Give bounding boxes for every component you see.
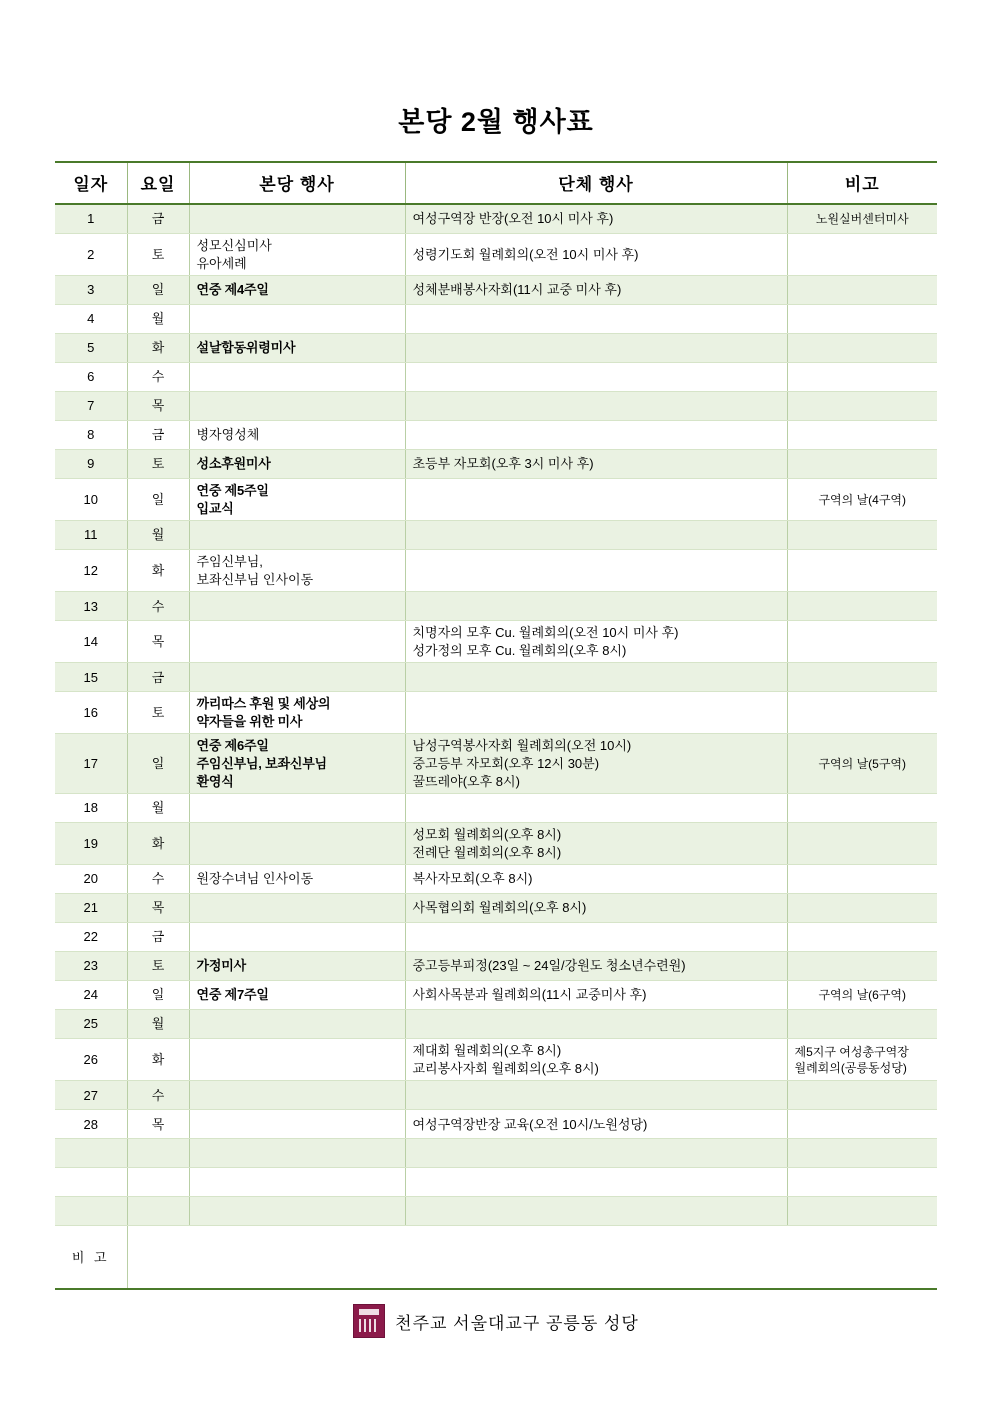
cell-note: 노원실버센터미사 <box>787 204 937 234</box>
cell-date: 10 <box>55 479 127 521</box>
cell-group-event <box>405 521 787 550</box>
cell-parish-event <box>189 521 405 550</box>
cell-note <box>787 865 937 894</box>
table-row <box>55 592 937 621</box>
cell-note <box>787 621 937 663</box>
cell-note <box>787 952 937 981</box>
cell-date: 1 <box>55 204 127 234</box>
cell-day: 목 <box>127 1110 189 1139</box>
table-row <box>55 865 937 894</box>
table-row <box>55 1010 937 1039</box>
cell-note <box>787 894 937 923</box>
cell-parish-event <box>189 204 405 234</box>
cell-group-event <box>405 392 787 421</box>
column-header-day: 요일 <box>127 162 189 204</box>
cell-parish-event: 가정미사 <box>189 952 405 981</box>
cell-day: 목 <box>127 392 189 421</box>
cell-parish-event <box>189 1039 405 1081</box>
cell-group-event <box>405 363 787 392</box>
cell-day: 금 <box>127 663 189 692</box>
cell-date: 17 <box>55 734 127 794</box>
cell-date: 15 <box>55 663 127 692</box>
schedule-table <box>55 161 937 1290</box>
cell-day: 화 <box>127 1039 189 1081</box>
cell-date: 24 <box>55 981 127 1010</box>
table-row <box>55 521 937 550</box>
cell-day: 수 <box>127 1081 189 1110</box>
cell-day <box>127 1139 189 1168</box>
cell-day: 일 <box>127 981 189 1010</box>
cell-note <box>787 234 937 276</box>
cell-group-event: 여성구역장반장 교육(오전 10시/노원성당) <box>405 1110 787 1139</box>
cell-day: 일 <box>127 734 189 794</box>
cell-date: 2 <box>55 234 127 276</box>
cell-date <box>55 1197 127 1226</box>
cell-group-event: 초등부 자모회(오후 3시 미사 후) <box>405 450 787 479</box>
cell-date: 25 <box>55 1010 127 1039</box>
cell-note <box>787 1139 937 1168</box>
cell-parish-event <box>189 894 405 923</box>
cell-day: 일 <box>127 479 189 521</box>
cell-note <box>787 794 937 823</box>
cell-parish-event: 성소후원미사 <box>189 450 405 479</box>
cell-date: 20 <box>55 865 127 894</box>
cell-day <box>127 1168 189 1197</box>
cell-date: 4 <box>55 305 127 334</box>
cell-day: 금 <box>127 923 189 952</box>
page-title: 본당 2월 행사표 <box>398 107 594 137</box>
remark-label: 비 고 <box>55 1226 127 1290</box>
cell-group-event: 여성구역장 반장(오전 10시 미사 후) <box>405 204 787 234</box>
table-row <box>55 204 937 234</box>
cell-parish-event: 원장수녀님 인사이동 <box>189 865 405 894</box>
cell-group-event <box>405 550 787 592</box>
cell-note <box>787 421 937 450</box>
cell-day: 월 <box>127 521 189 550</box>
cell-parish-event: 주임신부님, 보좌신부님 인사이동 <box>189 550 405 592</box>
cell-parish-event <box>189 1197 405 1226</box>
cell-day: 수 <box>127 363 189 392</box>
cell-date <box>55 1168 127 1197</box>
cell-note <box>787 1081 937 1110</box>
cell-day: 화 <box>127 823 189 865</box>
cell-day: 토 <box>127 234 189 276</box>
cell-day: 화 <box>127 334 189 363</box>
cell-day: 목 <box>127 621 189 663</box>
cell-day: 수 <box>127 592 189 621</box>
table-row <box>55 550 937 592</box>
cell-note <box>787 592 937 621</box>
cell-note <box>787 823 937 865</box>
cell-group-event: 복사자모회(오후 8시) <box>405 865 787 894</box>
cell-date: 23 <box>55 952 127 981</box>
table-row <box>55 450 937 479</box>
cell-parish-event: 연중 제7주일 <box>189 981 405 1010</box>
cell-day: 토 <box>127 952 189 981</box>
table-row <box>55 952 937 981</box>
cell-note <box>787 276 937 305</box>
cell-parish-event <box>189 1168 405 1197</box>
cell-note: 구역의 날(5구역) <box>787 734 937 794</box>
table-row <box>55 392 937 421</box>
cell-group-event <box>405 334 787 363</box>
cell-note <box>787 1110 937 1139</box>
cell-date: 19 <box>55 823 127 865</box>
cell-parish-event <box>189 305 405 334</box>
cell-parish-event <box>189 923 405 952</box>
table-row <box>55 621 937 663</box>
cell-group-event <box>405 1197 787 1226</box>
cell-date: 21 <box>55 894 127 923</box>
cell-note: 구역의 날(6구역) <box>787 981 937 1010</box>
cell-parish-event: 연중 제5주일 입교식 <box>189 479 405 521</box>
cell-note <box>787 923 937 952</box>
cell-parish-event: 연중 제4주일 <box>189 276 405 305</box>
cell-day: 금 <box>127 204 189 234</box>
table-row <box>55 1039 937 1081</box>
cell-group-event: 성체분배봉사자회(11시 교중 미사 후) <box>405 276 787 305</box>
cell-day: 목 <box>127 894 189 923</box>
cell-date: 18 <box>55 794 127 823</box>
cell-group-event <box>405 592 787 621</box>
cell-note: 구역의 날(4구역) <box>787 479 937 521</box>
cell-group-event <box>405 305 787 334</box>
cell-date: 27 <box>55 1081 127 1110</box>
cell-note <box>787 692 937 734</box>
cell-date: 26 <box>55 1039 127 1081</box>
schedule-body <box>55 204 937 1226</box>
cell-parish-event: 성모신심미사 유아세례 <box>189 234 405 276</box>
cell-date: 6 <box>55 363 127 392</box>
cell-note <box>787 334 937 363</box>
cell-day: 토 <box>127 692 189 734</box>
cell-group-event <box>405 421 787 450</box>
cell-date: 16 <box>55 692 127 734</box>
cell-note <box>787 663 937 692</box>
cell-day: 월 <box>127 1010 189 1039</box>
cell-note: 제5지구 여성총구역장 월례회의(공릉동성당) <box>787 1039 937 1081</box>
table-header-row <box>55 162 937 204</box>
cell-group-event: 성모회 월례회의(오후 8시) 전례단 월례회의(오후 8시) <box>405 823 787 865</box>
column-header-group-event: 단체 행사 <box>405 162 787 204</box>
cell-group-event <box>405 1168 787 1197</box>
table-row <box>55 1168 937 1197</box>
cell-note <box>787 363 937 392</box>
cell-parish-event <box>189 592 405 621</box>
table-row <box>55 981 937 1010</box>
cell-parish-event <box>189 1139 405 1168</box>
cell-parish-event <box>189 1081 405 1110</box>
table-row <box>55 1139 937 1168</box>
table-row <box>55 894 937 923</box>
cell-group-event: 성령기도회 월례회의(오전 10시 미사 후) <box>405 234 787 276</box>
cell-parish-event: 연중 제6주일 주임신부님, 보좌신부님 환영식 <box>189 734 405 794</box>
footer-parish-name: 천주교 서울대교구 공릉동 성당 <box>395 1313 639 1333</box>
cell-date: 7 <box>55 392 127 421</box>
cell-date: 13 <box>55 592 127 621</box>
cell-parish-event <box>189 794 405 823</box>
remark-value <box>127 1226 937 1290</box>
cell-note <box>787 1168 937 1197</box>
cell-date <box>55 1139 127 1168</box>
cell-note <box>787 392 937 421</box>
table-row <box>55 479 937 521</box>
cell-group-event <box>405 479 787 521</box>
cell-date: 5 <box>55 334 127 363</box>
table-row <box>55 421 937 450</box>
cell-group-event <box>405 794 787 823</box>
table-row <box>55 1110 937 1139</box>
cell-day: 월 <box>127 305 189 334</box>
cell-parish-event <box>189 663 405 692</box>
table-row <box>55 1197 937 1226</box>
table-row <box>55 692 937 734</box>
cell-group-event <box>405 923 787 952</box>
cell-parish-event <box>189 363 405 392</box>
cell-parish-event <box>189 392 405 421</box>
table-row <box>55 823 937 865</box>
cell-day: 토 <box>127 450 189 479</box>
cell-day <box>127 1197 189 1226</box>
cell-date: 28 <box>55 1110 127 1139</box>
document-footer <box>55 1304 937 1338</box>
cell-group-event <box>405 1139 787 1168</box>
cell-day: 일 <box>127 276 189 305</box>
table-row <box>55 663 937 692</box>
cell-parish-event <box>189 621 405 663</box>
church-crest-icon <box>353 1304 385 1338</box>
table-row <box>55 734 937 794</box>
table-row <box>55 1081 937 1110</box>
table-row <box>55 234 937 276</box>
cell-note <box>787 1197 937 1226</box>
cell-date: 22 <box>55 923 127 952</box>
table-row <box>55 794 937 823</box>
cell-date: 14 <box>55 621 127 663</box>
table-row <box>55 334 937 363</box>
column-header-parish-event: 본당 행사 <box>189 162 405 204</box>
table-row <box>55 363 937 392</box>
cell-day: 금 <box>127 421 189 450</box>
cell-note <box>787 450 937 479</box>
cell-parish-event: 병자영성체 <box>189 421 405 450</box>
cell-date: 9 <box>55 450 127 479</box>
cell-group-event <box>405 1010 787 1039</box>
cell-day: 월 <box>127 794 189 823</box>
cell-group-event: 제대회 월례회의(오후 8시) 교리봉사자회 월례회의(오후 8시) <box>405 1039 787 1081</box>
table-row <box>55 305 937 334</box>
cell-date: 11 <box>55 521 127 550</box>
cell-group-event <box>405 663 787 692</box>
table-row <box>55 276 937 305</box>
cell-date: 8 <box>55 421 127 450</box>
cell-date: 12 <box>55 550 127 592</box>
cell-group-event: 중고등부피정(23일 ~ 24일/강원도 청소년수련원) <box>405 952 787 981</box>
cell-parish-event <box>189 1010 405 1039</box>
cell-note <box>787 305 937 334</box>
remark-row <box>55 1226 937 1290</box>
cell-day: 화 <box>127 550 189 592</box>
cell-day: 수 <box>127 865 189 894</box>
column-header-note: 비고 <box>787 162 937 204</box>
cell-note <box>787 1010 937 1039</box>
cell-group-event <box>405 692 787 734</box>
cell-note <box>787 550 937 592</box>
column-header-date: 일자 <box>55 162 127 204</box>
cell-date: 3 <box>55 276 127 305</box>
cell-group-event: 남성구역봉사자회 월례회의(오전 10시) 중고등부 자모회(오후 12시 30분) 꿀뜨레야(오후 8시) <box>405 734 787 794</box>
cell-parish-event <box>189 1110 405 1139</box>
table-row <box>55 923 937 952</box>
cell-group-event: 치명자의 모후 Cu. 월례회의(오전 10시 미사 후) 성가정의 모후 Cu. 월례회의(오후 8시) <box>405 621 787 663</box>
cell-note <box>787 521 937 550</box>
cell-parish-event <box>189 823 405 865</box>
cell-group-event: 사목협의회 월례회의(오후 8시) <box>405 894 787 923</box>
cell-group-event: 사회사목분과 월례회의(11시 교중미사 후) <box>405 981 787 1010</box>
cell-parish-event: 설날합동위령미사 <box>189 334 405 363</box>
cell-group-event <box>405 1081 787 1110</box>
cell-parish-event: 까리따스 후원 및 세상의 약자들을 위한 미사 <box>189 692 405 734</box>
